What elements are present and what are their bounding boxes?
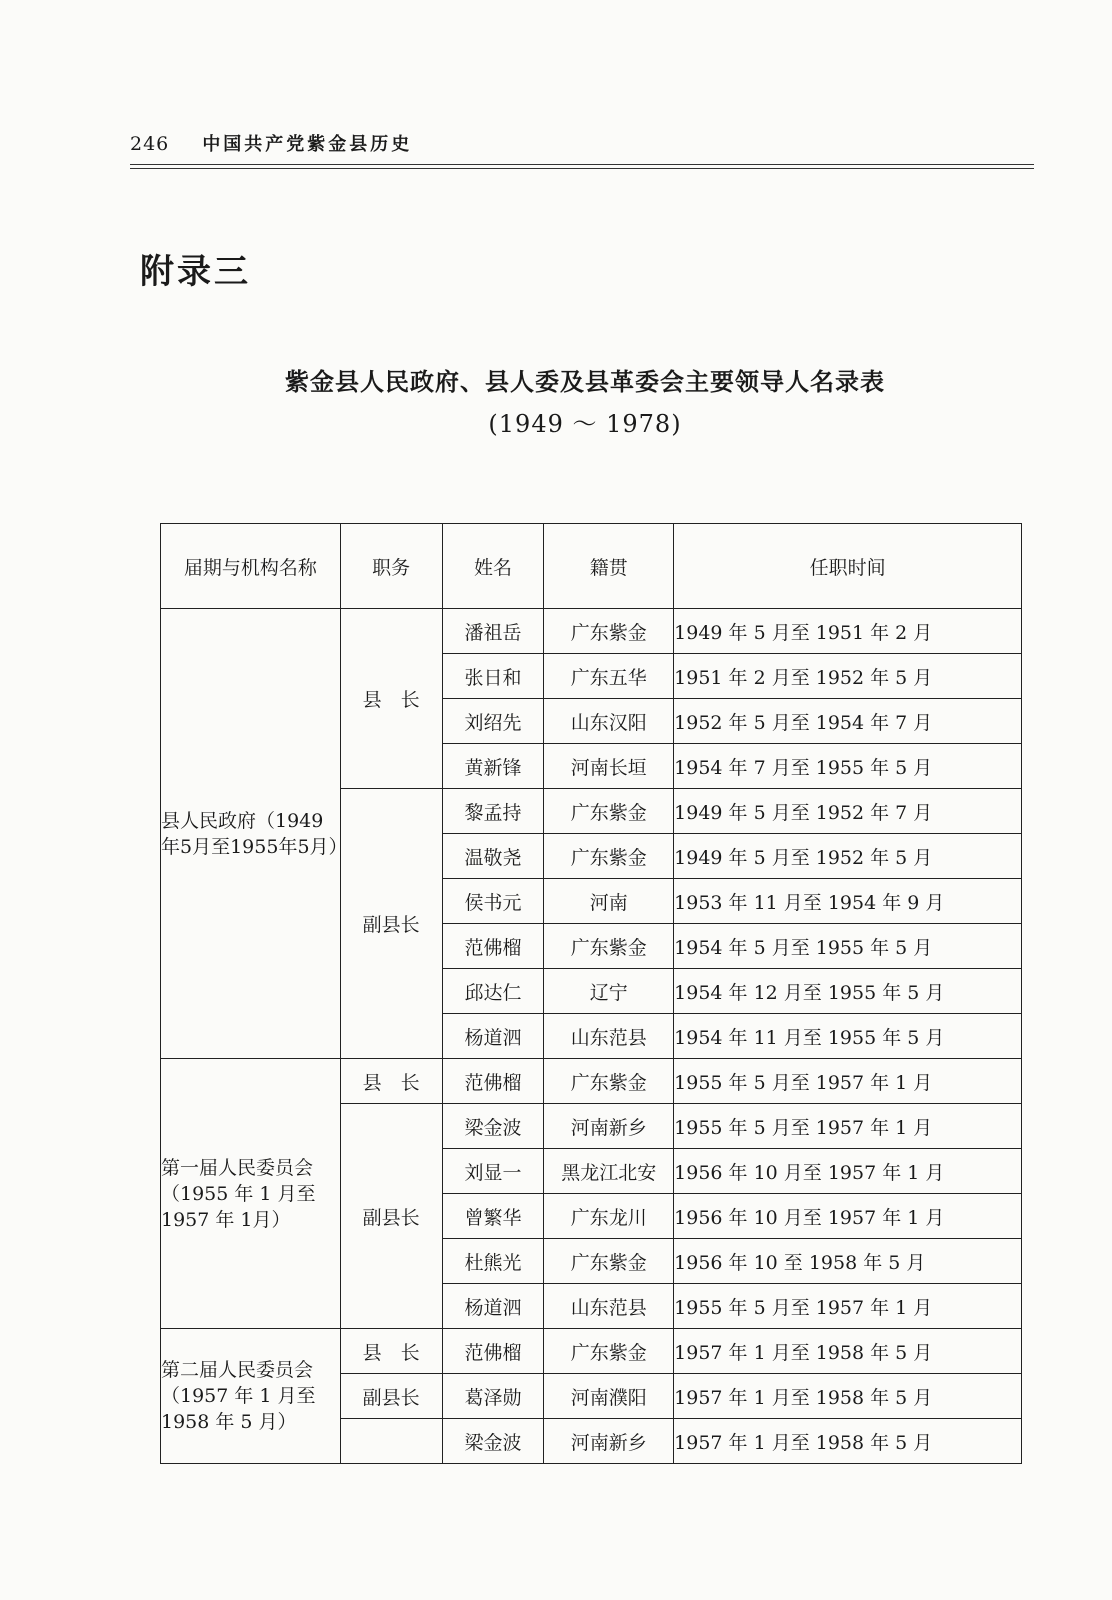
- document-subtitle: (1949 ～ 1978): [488, 410, 682, 438]
- table-header-row: [161, 524, 1022, 609]
- origin-cell: 山东范县: [544, 1014, 674, 1059]
- name-cell: 范佛榴: [442, 1059, 544, 1104]
- header-rule: [130, 164, 1034, 169]
- post-cell: 副县长: [340, 1104, 442, 1329]
- term-cell: 1951 年 2 月至 1952 年 5 月: [674, 654, 1022, 699]
- name-cell: 黄新锋: [442, 744, 544, 789]
- org-cell: 县人民政府（1949年5月至1955年5月）: [161, 609, 341, 1059]
- header-term: 任职时间: [674, 524, 1022, 609]
- header-name: 姓名: [442, 524, 544, 609]
- appendix-title: 附录三: [140, 252, 251, 292]
- name-cell: 葛泽勋: [442, 1374, 544, 1419]
- origin-cell: 辽宁: [544, 969, 674, 1014]
- name-cell: 梁金波: [442, 1104, 544, 1149]
- table-row: [161, 609, 1022, 654]
- running-head: [130, 130, 412, 156]
- term-cell: 1955 年 5 月至 1957 年 1 月: [674, 1059, 1022, 1104]
- origin-cell: 广东紫金: [544, 789, 674, 834]
- name-cell: 张日和: [442, 654, 544, 699]
- term-cell: 1953 年 11 月至 1954 年 9 月: [674, 879, 1022, 924]
- term-cell: 1954 年 7 月至 1955 年 5 月: [674, 744, 1022, 789]
- origin-cell: 河南长垣: [544, 744, 674, 789]
- term-cell: 1957 年 1 月至 1958 年 5 月: [674, 1329, 1022, 1374]
- origin-cell: 广东紫金: [544, 609, 674, 654]
- post-cell: [340, 1419, 442, 1464]
- org-cell: 第二届人民委员会（1957 年 1 月至 1958 年 5 月）: [161, 1329, 341, 1464]
- name-cell: 范佛榴: [442, 924, 544, 969]
- post-cell: 副县长: [340, 789, 442, 1059]
- term-cell: 1955 年 5 月至 1957 年 1 月: [674, 1104, 1022, 1149]
- header-org: 届期与机构名称: [161, 524, 341, 609]
- name-cell: 杨道泗: [442, 1014, 544, 1059]
- origin-cell: 广东紫金: [544, 924, 674, 969]
- term-cell: 1954 年 11 月至 1955 年 5 月: [674, 1014, 1022, 1059]
- name-cell: 杨道泗: [442, 1284, 544, 1329]
- origin-cell: 河南新乡: [544, 1104, 674, 1149]
- origin-cell: 广东五华: [544, 654, 674, 699]
- leaders-table: [160, 523, 1022, 1464]
- name-cell: 侯书元: [442, 879, 544, 924]
- post-cell: 县 长: [340, 1059, 442, 1104]
- table-row: [161, 1329, 1022, 1374]
- org-cell: 第一届人民委员会（1955 年 1 月至 1957 年 1月）: [161, 1059, 341, 1329]
- origin-cell: 广东紫金: [544, 1059, 674, 1104]
- header-post: 职务: [340, 524, 442, 609]
- document-title: 紫金县人民政府、县人委及县革委会主要领导人名录表: [285, 368, 885, 396]
- term-cell: 1949 年 5 月至 1952 年 5 月: [674, 834, 1022, 879]
- name-cell: 曾繁华: [442, 1194, 544, 1239]
- name-cell: 梁金波: [442, 1419, 544, 1464]
- table-body: [161, 609, 1022, 1464]
- term-cell: 1955 年 5 月至 1957 年 1 月: [674, 1284, 1022, 1329]
- term-cell: 1956 年 10 月至 1957 年 1 月: [674, 1149, 1022, 1194]
- post-cell: 副县长: [340, 1374, 442, 1419]
- name-cell: 黎孟持: [442, 789, 544, 834]
- term-cell: 1957 年 1 月至 1958 年 5 月: [674, 1419, 1022, 1464]
- term-cell: 1954 年 5 月至 1955 年 5 月: [674, 924, 1022, 969]
- header-origin: 籍贯: [544, 524, 674, 609]
- book-title: 中国共产党紫金县历史: [202, 134, 413, 155]
- name-cell: 刘显一: [442, 1149, 544, 1194]
- origin-cell: 广东紫金: [544, 1329, 674, 1374]
- name-cell: 邱达仁: [442, 969, 544, 1014]
- term-cell: 1949 年 5 月至 1951 年 2 月: [674, 609, 1022, 654]
- origin-cell: 山东范县: [544, 1284, 674, 1329]
- page-number: 246: [130, 133, 170, 155]
- term-cell: 1949 年 5 月至 1952 年 7 月: [674, 789, 1022, 834]
- name-cell: 潘祖岳: [442, 609, 544, 654]
- name-cell: 温敬尧: [442, 834, 544, 879]
- origin-cell: 广东龙川: [544, 1194, 674, 1239]
- origin-cell: 广东紫金: [544, 1239, 674, 1284]
- origin-cell: 山东汉阳: [544, 699, 674, 744]
- origin-cell: 黑龙江北安: [544, 1149, 674, 1194]
- post-cell: 县 长: [340, 609, 442, 789]
- term-cell: 1956 年 10 至 1958 年 5 月: [674, 1239, 1022, 1284]
- term-cell: 1954 年 12 月至 1955 年 5 月: [674, 969, 1022, 1014]
- name-cell: 范佛榴: [442, 1329, 544, 1374]
- post-cell: 县 长: [340, 1329, 442, 1374]
- term-cell: 1952 年 5 月至 1954 年 7 月: [674, 699, 1022, 744]
- term-cell: 1956 年 10 月至 1957 年 1 月: [674, 1194, 1022, 1239]
- origin-cell: 河南: [544, 879, 674, 924]
- name-cell: 杜熊光: [442, 1239, 544, 1284]
- origin-cell: 河南新乡: [544, 1419, 674, 1464]
- table-row: [161, 1059, 1022, 1104]
- origin-cell: 河南濮阳: [544, 1374, 674, 1419]
- name-cell: 刘绍先: [442, 699, 544, 744]
- origin-cell: 广东紫金: [544, 834, 674, 879]
- term-cell: 1957 年 1 月至 1958 年 5 月: [674, 1374, 1022, 1419]
